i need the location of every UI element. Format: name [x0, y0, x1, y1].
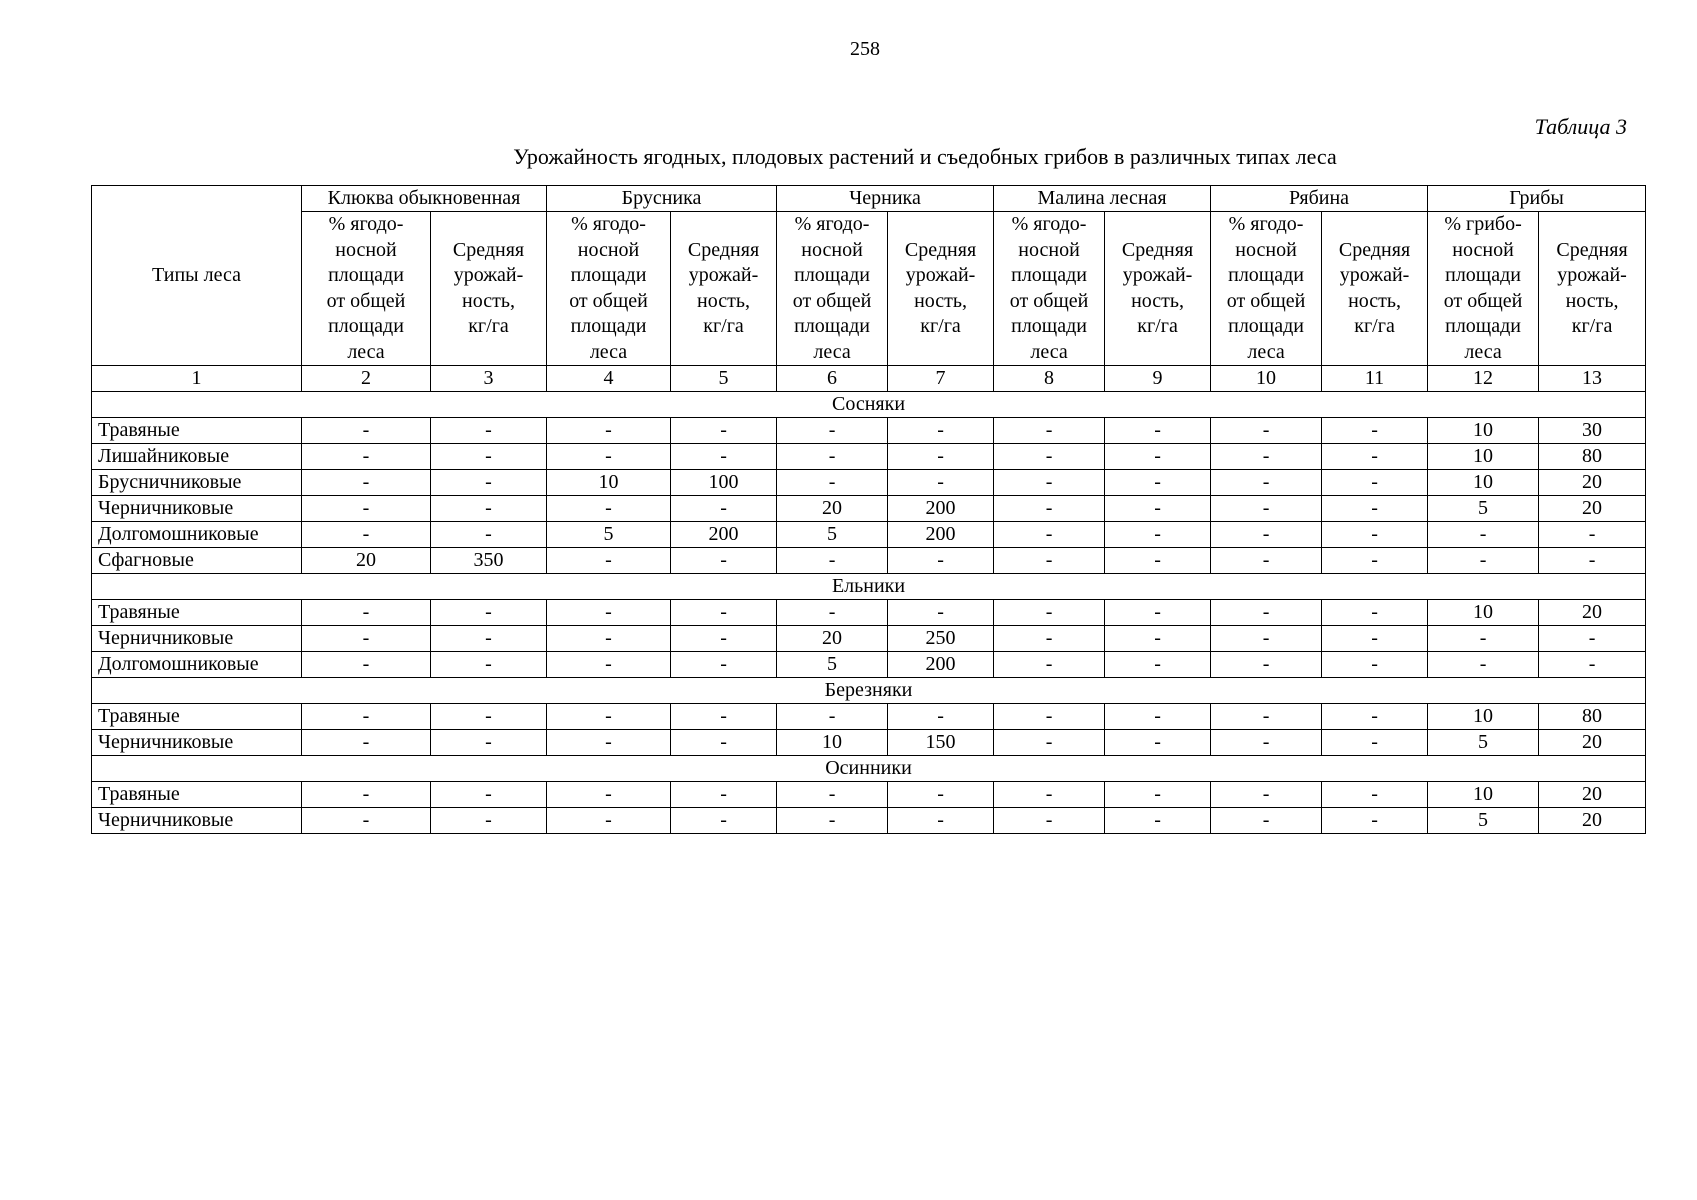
value-cell: -	[1322, 548, 1428, 574]
value-cell: -	[994, 470, 1105, 496]
forest-type-cell: Лишайниковые	[92, 444, 302, 470]
value-cell: -	[547, 496, 671, 522]
value-cell: -	[431, 418, 547, 444]
header-average-yield: Средняя урожай- ность, кг/га	[1539, 212, 1646, 366]
value-cell: -	[302, 808, 431, 834]
value-cell: 10	[777, 730, 888, 756]
value-cell: 20	[1539, 496, 1646, 522]
value-cell: -	[302, 704, 431, 730]
table-row	[92, 704, 1646, 730]
value-cell: -	[994, 444, 1105, 470]
value-cell: -	[431, 652, 547, 678]
value-cell: -	[777, 704, 888, 730]
section-title: Сосняки	[92, 392, 1646, 418]
value-cell: -	[1211, 808, 1322, 834]
value-cell: -	[302, 522, 431, 548]
section-title: Березняки	[92, 678, 1646, 704]
value-cell: -	[777, 600, 888, 626]
table-row	[92, 444, 1646, 470]
value-cell: -	[1322, 600, 1428, 626]
value-cell: -	[1105, 522, 1211, 548]
value-cell: 5	[547, 522, 671, 548]
forest-type-cell: Черничниковые	[92, 808, 302, 834]
value-cell: 20	[302, 548, 431, 574]
table-row	[92, 548, 1646, 574]
value-cell: -	[777, 782, 888, 808]
value-cell: -	[994, 730, 1105, 756]
value-cell: -	[302, 418, 431, 444]
header-area-percent: % ягодо- носной площади от общей площади леса	[994, 212, 1105, 366]
value-cell: -	[1322, 626, 1428, 652]
value-cell: -	[777, 444, 888, 470]
value-cell: 20	[777, 496, 888, 522]
value-cell: 5	[777, 522, 888, 548]
value-cell: -	[671, 444, 777, 470]
value-cell: 20	[1539, 600, 1646, 626]
value-cell: -	[1322, 522, 1428, 548]
value-cell: 5	[777, 652, 888, 678]
table-row	[92, 470, 1646, 496]
value-cell: -	[1211, 470, 1322, 496]
value-cell: -	[547, 444, 671, 470]
column-number: 6	[777, 366, 888, 392]
value-cell: -	[302, 652, 431, 678]
forest-type-cell: Травяные	[92, 782, 302, 808]
column-number: 5	[671, 366, 777, 392]
value-cell: -	[547, 704, 671, 730]
value-cell: -	[1211, 782, 1322, 808]
value-cell: 80	[1539, 704, 1646, 730]
header-group-cranberry: Клюква обыкновенная	[302, 186, 547, 212]
value-cell: 20	[1539, 730, 1646, 756]
column-number: 8	[994, 366, 1105, 392]
header-average-yield: Средняя урожай- ность, кг/га	[888, 212, 994, 366]
table-row	[92, 626, 1646, 652]
header-group-mushrooms: Грибы	[1428, 186, 1646, 212]
value-cell: -	[1105, 626, 1211, 652]
value-cell: -	[777, 470, 888, 496]
value-cell: -	[1539, 548, 1646, 574]
value-cell: -	[302, 730, 431, 756]
value-cell: -	[302, 600, 431, 626]
section-title: Осинники	[92, 756, 1646, 782]
value-cell: -	[777, 418, 888, 444]
forest-type-cell: Долгомошниковые	[92, 652, 302, 678]
value-cell: -	[431, 782, 547, 808]
value-cell: -	[994, 782, 1105, 808]
value-cell: 200	[671, 522, 777, 548]
section-row	[92, 574, 1646, 600]
column-number: 11	[1322, 366, 1428, 392]
value-cell: -	[1322, 730, 1428, 756]
value-cell: 10	[1428, 444, 1539, 470]
value-cell: -	[1105, 548, 1211, 574]
value-cell: -	[547, 600, 671, 626]
value-cell: -	[302, 782, 431, 808]
section-row	[92, 392, 1646, 418]
header-group-row	[92, 186, 1646, 212]
column-number: 1	[92, 366, 302, 392]
value-cell: -	[671, 730, 777, 756]
value-cell: -	[1428, 522, 1539, 548]
value-cell: -	[994, 704, 1105, 730]
table-row	[92, 782, 1646, 808]
value-cell: -	[888, 808, 994, 834]
column-number: 3	[431, 366, 547, 392]
value-cell: -	[994, 652, 1105, 678]
value-cell: -	[1322, 470, 1428, 496]
header-average-yield: Средняя урожай- ность, кг/га	[1322, 212, 1428, 366]
value-cell: -	[547, 626, 671, 652]
value-cell: 250	[888, 626, 994, 652]
column-number: 13	[1539, 366, 1646, 392]
value-cell: -	[1211, 496, 1322, 522]
section-row	[92, 678, 1646, 704]
forest-type-cell: Травяные	[92, 418, 302, 444]
table-row	[92, 652, 1646, 678]
header-group-raspberry: Малина лесная	[994, 186, 1211, 212]
value-cell: -	[1539, 522, 1646, 548]
table-caption: Урожайность ягодных, плодовых растений и съедобных грибов в различных типах леса	[513, 144, 1337, 169]
value-cell: -	[994, 600, 1105, 626]
value-cell: -	[1105, 444, 1211, 470]
value-cell: -	[431, 600, 547, 626]
value-cell: 5	[1428, 730, 1539, 756]
table-row	[92, 600, 1646, 626]
value-cell: -	[1211, 652, 1322, 678]
value-cell: -	[1539, 652, 1646, 678]
value-cell: 20	[777, 626, 888, 652]
header-area-percent: % ягодо- носной площади от общей площади леса	[302, 212, 431, 366]
column-number: 7	[888, 366, 994, 392]
column-number: 12	[1428, 366, 1539, 392]
value-cell: -	[671, 704, 777, 730]
value-cell: -	[1322, 782, 1428, 808]
forest-type-cell: Сфагновые	[92, 548, 302, 574]
value-cell: -	[671, 626, 777, 652]
table-body	[92, 366, 1646, 834]
header-sub-row	[92, 212, 1646, 366]
header-area-percent: % ягодо- носной площади от общей площади леса	[547, 212, 671, 366]
header-group-rowan: Рябина	[1211, 186, 1428, 212]
value-cell: -	[431, 470, 547, 496]
value-cell: -	[888, 418, 994, 444]
table-row	[92, 418, 1646, 444]
header-group-blueberry: Черника	[777, 186, 994, 212]
section-row	[92, 756, 1646, 782]
value-cell: -	[431, 730, 547, 756]
value-cell: -	[1211, 600, 1322, 626]
value-cell: -	[1428, 626, 1539, 652]
value-cell: -	[1105, 652, 1211, 678]
value-cell: -	[302, 496, 431, 522]
value-cell: 10	[1428, 418, 1539, 444]
value-cell: 10	[1428, 470, 1539, 496]
value-cell: -	[302, 444, 431, 470]
value-cell: 10	[1428, 600, 1539, 626]
value-cell: -	[1211, 704, 1322, 730]
value-cell: -	[1211, 626, 1322, 652]
value-cell: 10	[1428, 704, 1539, 730]
value-cell: 100	[671, 470, 777, 496]
section-title: Ельники	[92, 574, 1646, 600]
value-cell: -	[1322, 444, 1428, 470]
value-cell: -	[888, 470, 994, 496]
value-cell: -	[1211, 418, 1322, 444]
value-cell: -	[431, 808, 547, 834]
header-average-yield: Средняя урожай- ность, кг/га	[671, 212, 777, 366]
value-cell: -	[547, 808, 671, 834]
table-header	[92, 186, 1646, 366]
value-cell: -	[302, 626, 431, 652]
value-cell: -	[994, 808, 1105, 834]
value-cell: -	[431, 496, 547, 522]
value-cell: -	[1428, 548, 1539, 574]
value-cell: -	[547, 418, 671, 444]
value-cell: 10	[1428, 782, 1539, 808]
value-cell: -	[888, 600, 994, 626]
table-row	[92, 808, 1646, 834]
header-average-yield: Средняя урожай- ность, кг/га	[431, 212, 547, 366]
value-cell: -	[888, 444, 994, 470]
forest-type-cell: Черничниковые	[92, 496, 302, 522]
value-cell: -	[994, 548, 1105, 574]
value-cell: -	[547, 730, 671, 756]
value-cell: -	[994, 418, 1105, 444]
header-group-lingonberry: Брусника	[547, 186, 777, 212]
value-cell: -	[671, 782, 777, 808]
value-cell: -	[671, 808, 777, 834]
value-cell: -	[1105, 496, 1211, 522]
value-cell: -	[994, 496, 1105, 522]
value-cell: -	[1105, 782, 1211, 808]
header-mushroom-area-percent: % грибо- носной площади от общей площади леса	[1428, 212, 1539, 366]
forest-type-cell: Долгомошниковые	[92, 522, 302, 548]
forest-type-cell: Черничниковые	[92, 730, 302, 756]
value-cell: -	[1539, 626, 1646, 652]
yield-table	[91, 185, 1646, 834]
value-cell: 20	[1539, 470, 1646, 496]
value-cell: -	[302, 470, 431, 496]
value-cell: -	[671, 496, 777, 522]
header-forest-type: Типы леса	[92, 186, 302, 366]
value-cell: 10	[547, 470, 671, 496]
value-cell: -	[547, 652, 671, 678]
forest-type-cell: Черничниковые	[92, 626, 302, 652]
value-cell: -	[1105, 600, 1211, 626]
column-number: 2	[302, 366, 431, 392]
value-cell: 5	[1428, 496, 1539, 522]
value-cell: -	[1428, 652, 1539, 678]
value-cell: -	[671, 418, 777, 444]
value-cell: -	[888, 782, 994, 808]
value-cell: -	[777, 808, 888, 834]
value-cell: -	[1211, 730, 1322, 756]
header-average-yield: Средняя урожай- ность, кг/га	[1105, 212, 1211, 366]
value-cell: -	[431, 704, 547, 730]
value-cell: -	[1105, 730, 1211, 756]
value-cell: 200	[888, 652, 994, 678]
value-cell: -	[994, 522, 1105, 548]
value-cell: -	[1211, 522, 1322, 548]
forest-type-cell: Травяные	[92, 704, 302, 730]
value-cell: 5	[1428, 808, 1539, 834]
value-cell: -	[671, 548, 777, 574]
value-cell: 80	[1539, 444, 1646, 470]
value-cell: 20	[1539, 782, 1646, 808]
value-cell: 30	[1539, 418, 1646, 444]
value-cell: -	[547, 548, 671, 574]
forest-type-cell: Брусничниковые	[92, 470, 302, 496]
column-number: 4	[547, 366, 671, 392]
column-number: 10	[1211, 366, 1322, 392]
header-area-percent: % ягодо- носной площади от общей площади леса	[777, 212, 888, 366]
value-cell: -	[1211, 444, 1322, 470]
value-cell: 200	[888, 522, 994, 548]
value-cell: -	[671, 600, 777, 626]
table-label: Таблица 3	[1534, 114, 1627, 139]
value-cell: 20	[1539, 808, 1646, 834]
value-cell: -	[1105, 418, 1211, 444]
header-area-percent: % ягодо- носной площади от общей площади леса	[1211, 212, 1322, 366]
table-row	[92, 496, 1646, 522]
value-cell: -	[1322, 496, 1428, 522]
forest-type-cell: Травяные	[92, 600, 302, 626]
table-row	[92, 522, 1646, 548]
value-cell: -	[431, 522, 547, 548]
value-cell: -	[431, 444, 547, 470]
column-number: 9	[1105, 366, 1211, 392]
value-cell: -	[994, 626, 1105, 652]
value-cell: -	[431, 626, 547, 652]
value-cell: 150	[888, 730, 994, 756]
column-number-row	[92, 366, 1646, 392]
value-cell: -	[671, 652, 777, 678]
page-number: 258	[850, 38, 880, 60]
value-cell: -	[1322, 652, 1428, 678]
value-cell: -	[888, 548, 994, 574]
value-cell: -	[1211, 548, 1322, 574]
value-cell: -	[1105, 704, 1211, 730]
value-cell: 200	[888, 496, 994, 522]
value-cell: -	[1105, 808, 1211, 834]
value-cell: -	[1322, 418, 1428, 444]
value-cell: -	[1105, 470, 1211, 496]
table-row	[92, 730, 1646, 756]
value-cell: -	[888, 704, 994, 730]
value-cell: -	[1322, 808, 1428, 834]
value-cell: -	[547, 782, 671, 808]
value-cell: -	[777, 548, 888, 574]
value-cell: -	[1322, 704, 1428, 730]
value-cell: 350	[431, 548, 547, 574]
